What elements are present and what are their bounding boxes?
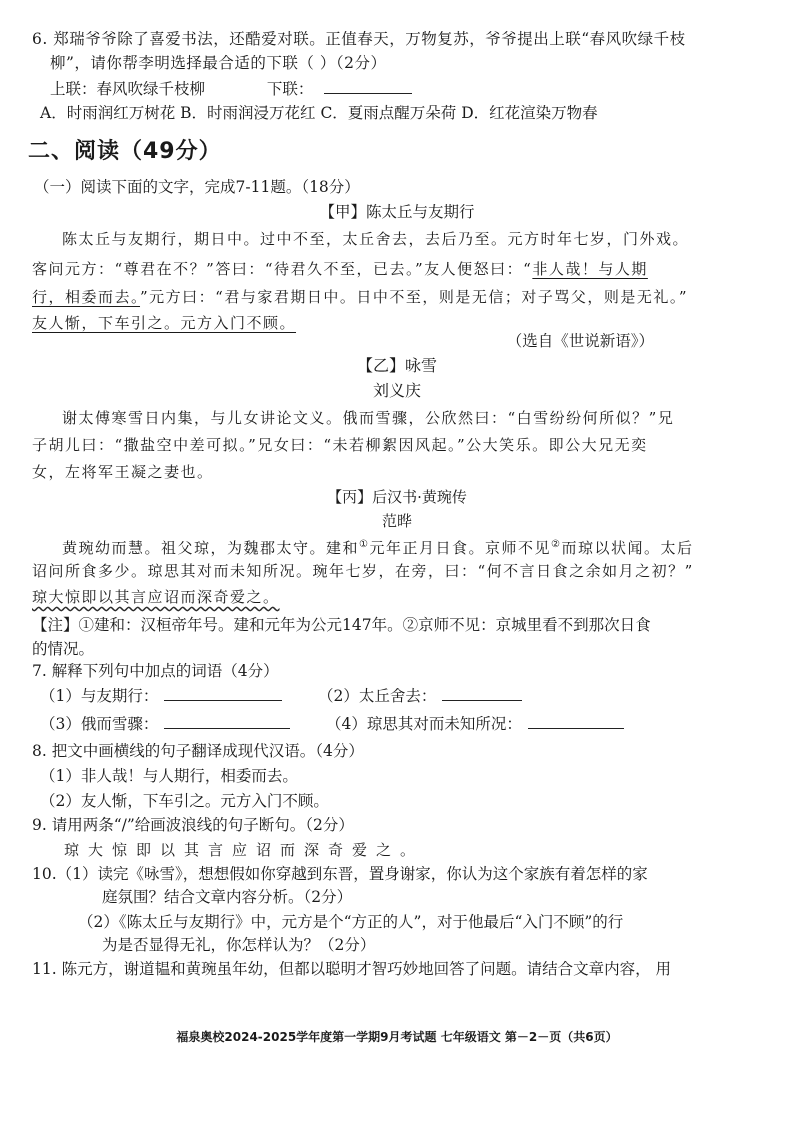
jia-para3-text: ”元方曰：“君与家君期日中。日中不至，则是无信；对子骂父，则是无礼。” — [140, 288, 689, 306]
note-line2: 的情况。 — [32, 640, 95, 658]
yi-para2: 子胡儿曰：“撒盐空中差可拟。”兄女曰：“未若柳絮因风起。”公大笑乐。即公大兄无奕 — [32, 436, 648, 454]
q7-blank1[interactable] — [164, 685, 282, 701]
bing-para1-b: 元年正月日食。京师不见 — [369, 539, 551, 557]
note-line1: 【注】①建和：汉桓帝年号。建和元年为公元147年。②京师不见：京城里看不到那次日食 — [32, 616, 651, 634]
q6-line2: 柳”，请你帮李明选择最合适的下联（ ）（2分） — [50, 54, 387, 72]
jia-para1: 陈太丘与友期行，期日中。过中不至，太丘舍去，去后乃至。元方时年七岁，门外戏。 — [62, 230, 690, 248]
q7-item2-label: （2）太丘舍去： — [318, 687, 437, 705]
bing-para2: 诏问所食多少。琼思其对而未知所况。琬年七岁，在旁，曰：“何不言日食之余如月之初？” — [32, 562, 694, 580]
q6-options: A．时雨润红万树花 B．时雨润浸万花红 C．夏雨点醒万朵荷 D．红花渲染万物春 — [40, 104, 598, 122]
jia-para3 — [32, 286, 688, 308]
page-footer: 福泉奥校2024-2025学年度第一学期9月考试题 七年级语文 第－2－页（共6页） — [176, 1030, 618, 1044]
q8-title: 8. 把文中画横线的句子翻译成现代汉语。（4分） — [32, 742, 364, 760]
q9-title: 9. 请用两条“/”给画波浪线的句子断句。（2分） — [32, 816, 354, 834]
q7-item3 — [40, 713, 290, 735]
part1-intro: （一）阅读下面的文字，完成7-11题。（18分） — [34, 178, 360, 196]
q6-shanglian — [50, 78, 412, 100]
yi-title: 【乙】咏雪 — [356, 356, 437, 375]
bing-para3 — [32, 586, 280, 608]
q6-line1: 6. 郑瑞爷爷除了喜爱书法，还酷爱对联。正值春天，万物复苏，爷爷提出上联“春风吹绿千枝 — [32, 30, 686, 48]
jia-underlined-sentence2: 友人惭，下车引之。元方入门不顾。 — [32, 314, 297, 332]
bing-para1-a: 黄琬幼而慧。祖父琼，为魏郡太守。建和 — [62, 539, 360, 557]
section2-title: 二、阅读（49分） — [28, 139, 222, 164]
bing-author: 范晔 — [381, 512, 412, 530]
q7-item1 — [40, 685, 282, 707]
bing-para1 — [62, 534, 693, 559]
q10-line4: 为是否显得无礼，你怎样认为？（2分） — [102, 936, 376, 954]
bing-wavy-sentence: 琼大惊即以其言应诏而深奇爱之。 — [32, 588, 280, 606]
yi-author: 刘义庆 — [372, 381, 421, 400]
q7-item2 — [318, 685, 522, 707]
jia-source: （选自《世说新语》） — [506, 332, 654, 350]
q7-item3-label: （3）俄而雪骤： — [40, 715, 159, 733]
xialian-answer-blank[interactable] — [324, 78, 412, 94]
q11-line1: 11. 陈元方，谢道韫和黄琬虽年幼，但都以聪明才智巧妙地回答了问题。请结合文章内容， 用 — [32, 960, 672, 978]
note-marker-1: ① — [359, 539, 370, 550]
q7-item1-label: （1）与友期行： — [40, 687, 159, 705]
q7-blank2[interactable] — [442, 685, 522, 701]
q9-sentence: 琼大惊即以其言应诏而深奇爱之。 — [64, 841, 425, 859]
q7-item4-label: （4）琼思其对而未知所况： — [326, 715, 522, 733]
q10-line2: 庭氛围？结合文章内容分析。（2分） — [102, 888, 353, 906]
shanglian-label: 上联：春风吹绿千枝柳 — [50, 80, 206, 98]
xialian-label: 下联： — [266, 80, 314, 98]
yi-para1: 谢太傅寒雪日内集，与儿女讲论文义。俄而雪骤，公欣然曰：“白雪纷纷何所似？”兄 — [62, 409, 675, 427]
q10-line1: 10.（1）读完《咏雪》，想想假如你穿越到东晋，置身谢家，你认为这个家族有着怎样的家 — [32, 865, 648, 883]
jia-para4 — [32, 312, 296, 334]
q7-blank3[interactable] — [164, 713, 290, 729]
q8-item1: （1）非人哉！与人期行，相委而去。 — [40, 767, 298, 785]
q8-item2: （2）友人惭，下车引之。元方入门不顾。 — [40, 792, 329, 810]
bing-title: 【丙】后汉书·黄琬传 — [327, 488, 467, 506]
bing-para1-c: 而琼以状闻。太后 — [561, 539, 694, 557]
jia-underlined-sentence1b: 行，相委而去。 — [32, 288, 141, 306]
jia-title: 【甲】陈太丘与友期行 — [319, 203, 475, 221]
yi-para3: 女，左将军王凝之妻也。 — [32, 463, 214, 481]
jia-para2 — [32, 258, 648, 280]
q7-title: 7. 解释下列句中加点的词语（4分） — [32, 662, 279, 680]
note-marker-2: ② — [551, 539, 562, 550]
q7-blank4[interactable] — [528, 713, 624, 729]
q10-line3: （2）《陈太丘与友期行》中，元方是个“方正的人”，对于他最后“入门不顾”的行 — [78, 913, 624, 931]
jia-underlined-sentence1a: 非人哉！与人期 — [532, 260, 648, 278]
jia-para2-text: 客问元方：“尊君在不？”答曰：“待君久不至，已去。”友人便怒曰：“ — [32, 260, 533, 278]
q7-item4 — [326, 713, 624, 735]
